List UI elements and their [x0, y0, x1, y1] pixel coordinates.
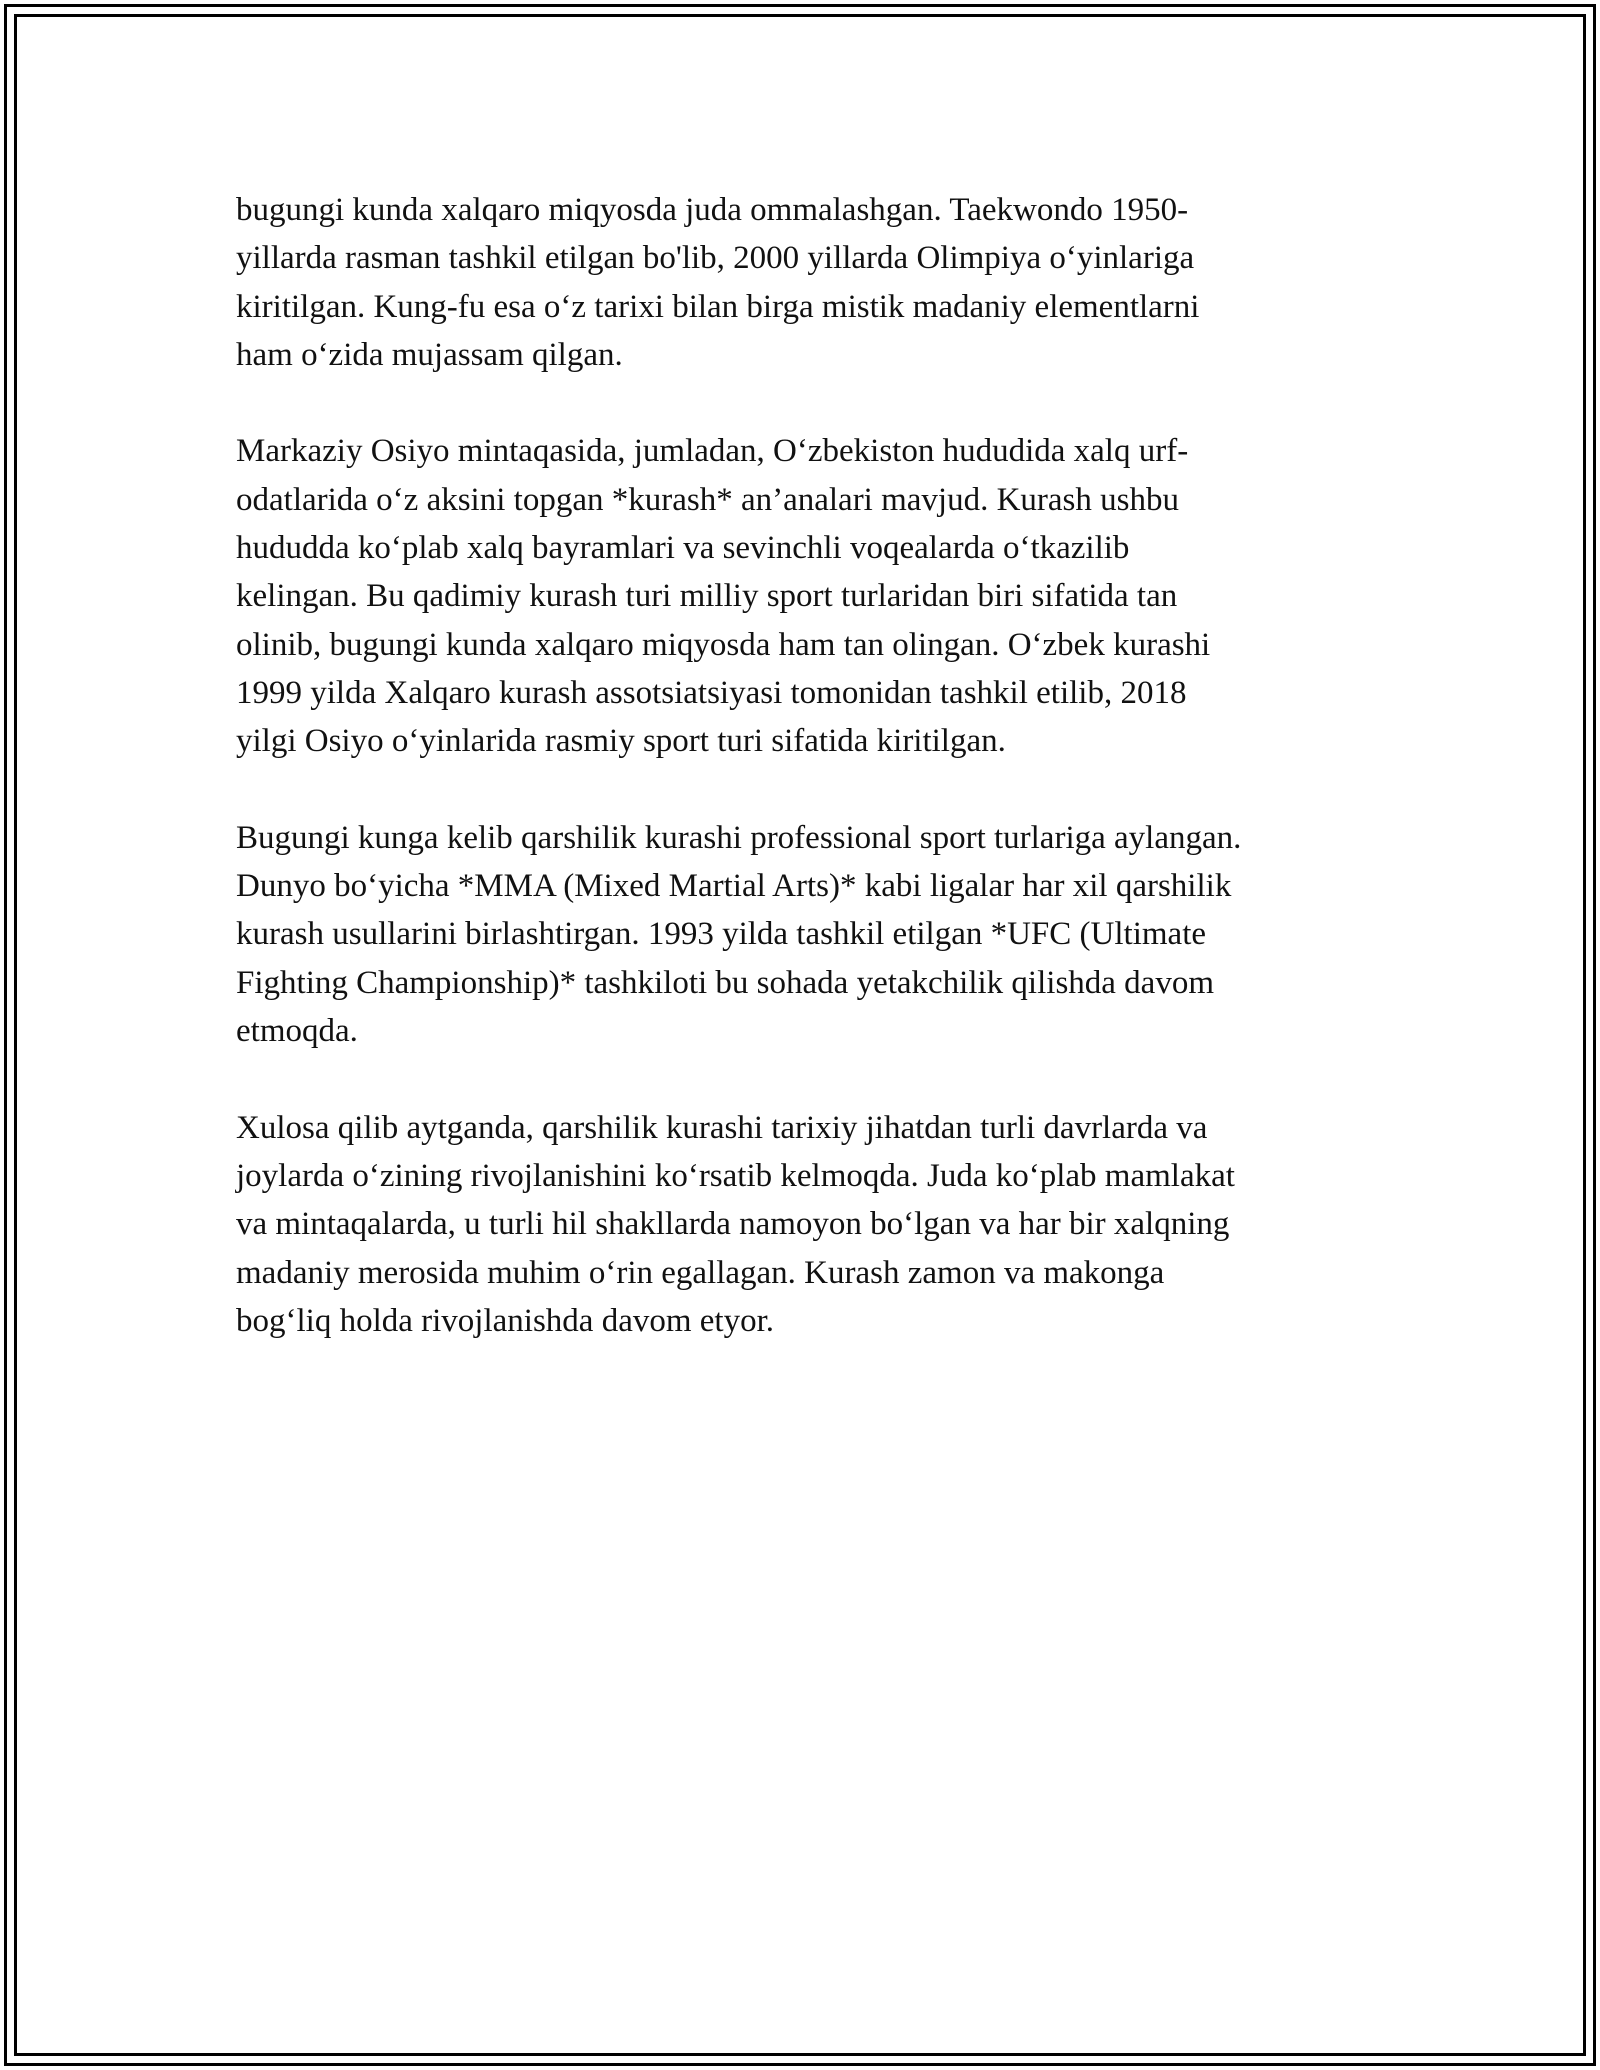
paragraph-2: Markaziy Osiyo mintaqasida, jumladan, O‘zbekiston hududida xalq urf- odatlarida o‘z aksini topgan *kurash* an’analari mavjud. Kurash ushbu hududda ko‘plab xalq bayramlari va sevinchli voqealarda o‘tkazilib kelingan. Bu qadimiy kurash turi milliy sport turlaridan biri sifatida tan olinib, bugungi kunda xalqaro miqyosda ham tan olingan. O‘zbek kurashi 1999 yilda Xalqaro kurash assotsiatsiyasi tomonidan tashkil etilib, 2018 yilgi Osiyo o‘yinlarida rasmiy sport turi sifatida kiritilgan.: [236, 433, 1211, 760]
document-body: [236, 186, 1366, 1393]
paragraph-1: bugungi kunda xalqaro miqyosda juda ommalashgan. Taekwondo 1950- yillarda rasman tashkil etilgan bo'lib, 2000 yillarda Olimpiya o‘yinlariga kiritilgan. Kung-fu esa o‘z tarixi bilan birga mistik madaniy elementlarni ham o‘zida mujassam qilgan.: [236, 192, 1200, 373]
paragraph-4: Xulosa qilib aytganda, qarshilik kurashi tarixiy jihatdan turli davrlarda va joylarda o‘zining rivojlanishini ko‘rsatib kelmoqda. Juda ko‘plab mamlakat va mintaqalarda, u turli hil shakllarda namoyon bo‘lgan va har bir xalqning madaniy merosida muhim o‘rin egallagan. Kurash zamon va makonga bog‘liq holda rivojlanishda davom etyor.: [236, 1109, 1235, 1339]
paragraph-3: Bugungi kunga kelib qarshilik kurashi professional sport turlariga aylangan. Dunyo bo‘yicha *MMA (Mixed Martial Arts)* kabi ligalar har xil qarshilik kurash usullarini birlashtirgan. 1993 yilda tashkil etilgan *UFC (Ultimate Fighting Championship)* tashkiloti bu sohada yetakchilik qilishda davom etmoqda.: [236, 819, 1242, 1050]
